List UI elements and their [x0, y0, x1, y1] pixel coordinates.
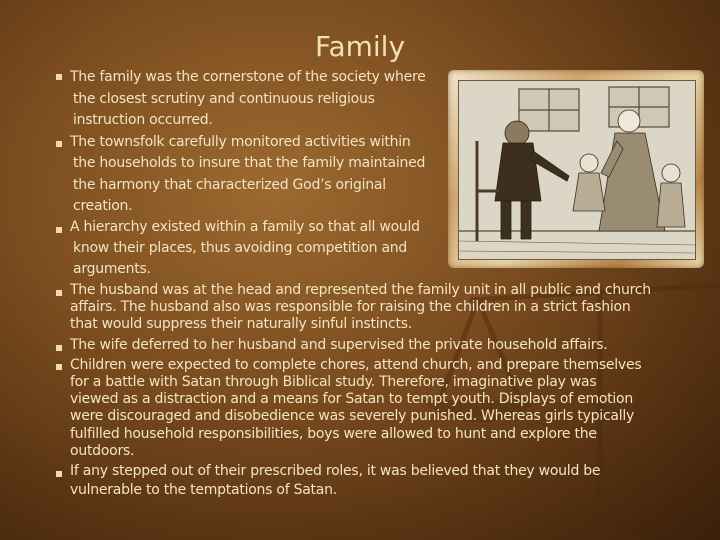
bullet-icon — [56, 290, 62, 296]
bullet-text-line: If any stepped out of their prescribed roles, it was believed that they would be — [70, 463, 601, 479]
bullet-icon — [56, 471, 62, 477]
bullet-text-line: A hierarchy existed within a family so that all would — [70, 219, 420, 235]
slide-title: Family — [314, 30, 406, 63]
bullet-text-line: outdoors. — [70, 443, 135, 459]
bullet-text-line: The family was the cornerstone of the society where — [70, 69, 426, 85]
bullet-icon — [56, 141, 62, 147]
bullet-text-line: instruction occurred. — [73, 112, 213, 128]
bullet-text-line: The townsfolk carefully monitored activities within — [70, 134, 411, 150]
bullet-text-line: that would suppress their naturally sinful instincts. — [70, 316, 412, 332]
bullet-text-line: creation. — [73, 198, 133, 214]
bullet-icon — [56, 74, 62, 80]
bullet-text-line: Children were expected to complete chores, attend church, and prepare themselves — [70, 357, 642, 373]
bullet-icon — [56, 364, 62, 370]
bullet-text-line: were discouraged and disobedience was severely punished. Whereas girls typically — [70, 408, 635, 424]
bullet-text-line: The husband was at the head and represented the family unit in all public and church — [70, 282, 651, 298]
bullet-text-line: know their places, thus avoiding competition and — [73, 240, 408, 256]
bullet-text-line: vulnerable to the temptations of Satan. — [70, 482, 337, 498]
bullet-text-line: The wife deferred to her husband and supervised the private household affairs. — [70, 337, 608, 353]
bullet-text-line: affairs. The husband also was responsible for raising the children in a strict fashion — [70, 299, 631, 315]
bullet-text-line: arguments. — [73, 261, 151, 277]
bullet-text-line: viewed as a distraction and a means for Satan to tempt youth. Displays of emotion — [70, 391, 633, 407]
bullet-text-line: the closest scrutiny and continuous religious — [73, 91, 375, 107]
bullet-text-line: for a battle with Satan through Biblical study. Therefore, imaginative play was — [70, 374, 597, 390]
bullet-icon — [56, 345, 62, 351]
bullet-text-line: the households to insure that the family maintained — [73, 155, 426, 171]
bullet-text-line: the harmony that characterized God’s original — [73, 177, 386, 193]
bullet-icon — [56, 227, 62, 233]
bullet-text-line: fulfilled household responsibilities, boys were allowed to hunt and explore the — [70, 426, 597, 442]
